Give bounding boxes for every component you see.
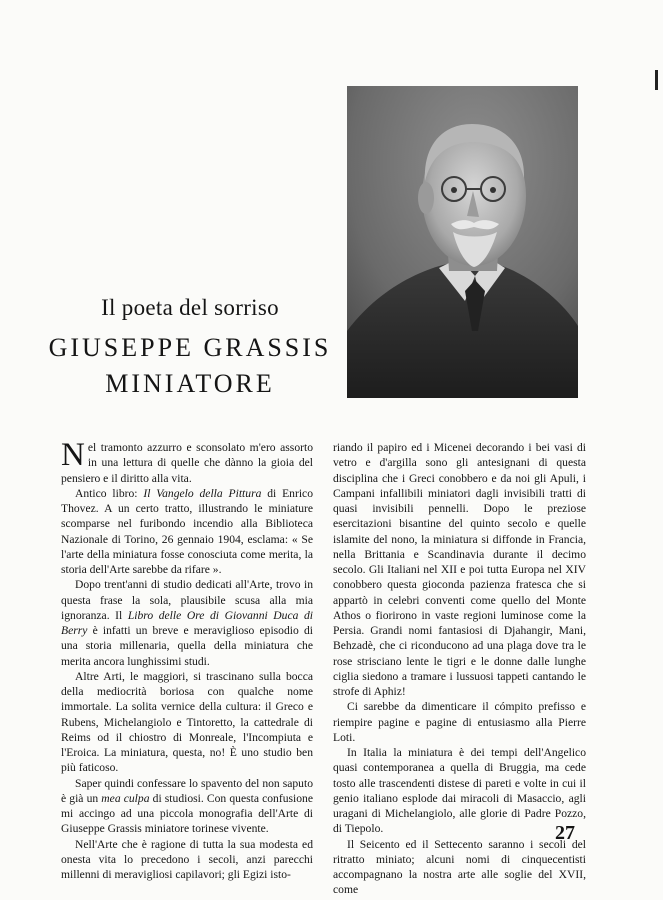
paragraph: Nel tramonto azzurro e sconsolato m'ero assorto in una lettura di quelle che dànno la gioia del pensiero e il diritto alla vita.: [61, 437, 313, 485]
portrait-photo: [347, 86, 578, 398]
paragraph: riando il papiro ed i Micenei decorando i bei vasi di vetro e d'argilla sono gli antesignani di questa disciplina che i Greci conobbero e da noi gli Apuli, i Campani infallibili miniatori dagli invisibili tratti di quasi invisibili pennelli. Dopo le preziose esercitazioni bisantine del quinto secolo e quelle islamite del nono, la miniatura si diffonde in Francia, nella Brittania e Scandinavia durante il decimo secolo. Gli Italiani nel XII e poi tutta Europa nel XIV conobbero questa gioconda pazienza fratesca che si appartò in celebri conventi come quello del Monte Athos o fiorirono in vaste regioni luminose come la Persia. Grandi nomi fantasiosi di Djahangir, Mani, Behzadè, che ci riconducono ad una plaga dove tra le rose strisciano lente le tigri e le donne dalle lunghe ciglia siedono a tramare i lussuosi tappeti cantando le strofe di Aphiz!: [333, 441, 586, 698]
title-block: [40, 292, 340, 402]
paragraph: Nell'Arte che è ragione di tutta la sua modesta ed onesta vita lo precedono i secoli, anzi parecchi millenni di meravigliosi capilavori; gli Egizi isto-: [61, 837, 313, 881]
drop-cap: N: [61, 437, 85, 473]
left-column: [61, 437, 313, 882]
paragraph: Ci sarebbe da dimenticare il cómpito prefisso e riempire pagine e pagine di entusiasmo alla Pierre Loti.: [333, 700, 586, 744]
article-subject-role: MINIATORE: [105, 369, 275, 398]
paragraph: Saper quindi confessare lo spavento del non saputo è già un mea culpa di studiosi. Con questa confusione mi accingo ad una piccola monografia dell'Arte di Giuseppe Grassis miniatore torinese vivente.: [61, 776, 313, 836]
paragraph: Dopo trent'anni di studio dedicati all'Arte, trovo in questa frase la sola, plausibile scusa alla mia ignoranza. Il Libro delle Ore di Giovanni Duca di Berry è infatti un breve e meraviglioso episodio di una storia millenaria, quella della miniatura che merita ancora lunghissimi studi.: [61, 578, 313, 668]
paragraph: Antico libro: Il Vangelo della Pittura di Enrico Thovez. A un certo tratto, illustrando le miniature scomparse nel furibondo incendio alla Biblioteca Nazionale di Torino, 26 gennaio 1904, esclama: « Se l'arte della miniatura fosse conosciuta come merita, la storia dell'Arte sarebbe da rifare ».: [61, 486, 313, 576]
book-title: Il Vangelo della Pittura: [143, 486, 262, 500]
paragraph: In Italia la miniatura è dei tempi dell'Angelico quasi contemporanea a quella di Bruggia, ma cede tosto alle trascendenti distese di pareti e volte in cui il genio italiano esplode dai miracoli di Masaccio, agli uragani di Michelangiolo, alle glorie di Padre Pozzo, di Tiepolo.: [333, 746, 586, 836]
article-title: Il poeta del sorriso: [101, 295, 279, 320]
page-number: 27: [555, 822, 575, 844]
margin-mark: [655, 70, 658, 90]
paragraph: Il Seicento ed il Settecento saranno i secoli del ritratto miniato; alcuni nomi di cinquecentisti accompagnano la nostra arte alle soglie del XVII, come: [333, 837, 586, 897]
paragraph: Altre Arti, le maggiori, si trascinano sulla bocca della mediocrità boriosa con qualche nome immortale. La solita vernice della cultura: il Greco e Rubens, Michelangiolo e Tintoretto, la cattedrale di Reims od il chiostro di Monreale, l'Incompiuta e l'Eroica. La miniatura, questa, no! È uno studio ben più faticoso.: [61, 669, 313, 775]
book-title: Libro delle Ore di Giovanni Duca di Berry: [61, 608, 313, 637]
article-subject-name: GIUSEPPE GRASSIS: [48, 333, 332, 362]
right-column: [333, 440, 586, 898]
